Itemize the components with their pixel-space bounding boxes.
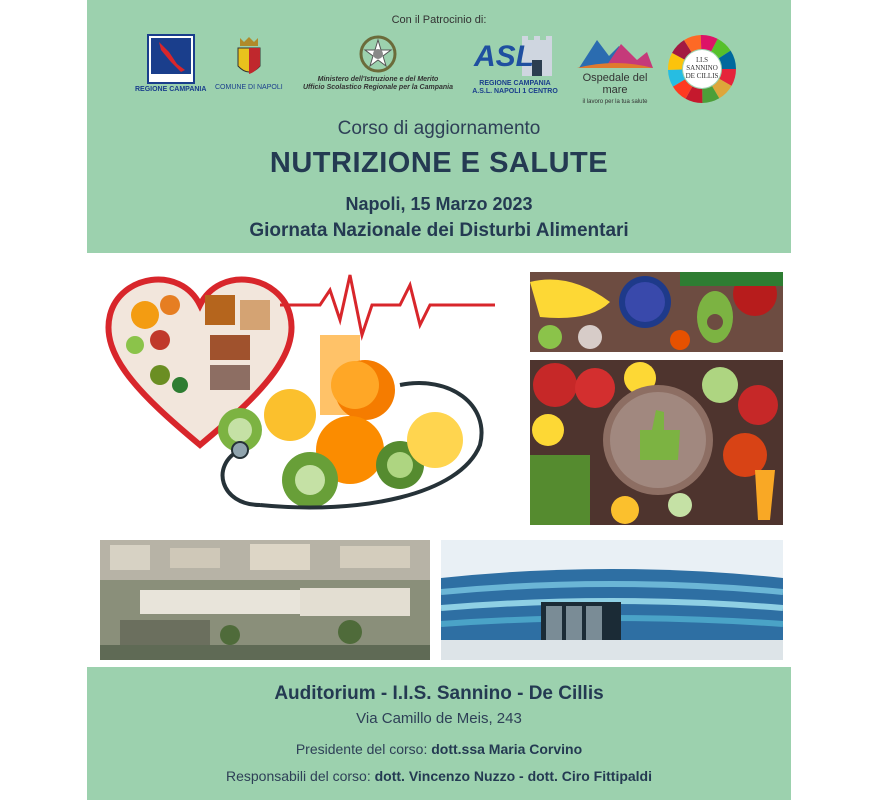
comune-napoli-logo [215, 34, 283, 92]
president-name: dott.ssa Maria Corvino [431, 741, 583, 757]
heart-food-illustration [100, 265, 510, 525]
event-date: Napoli, 15 Marzo 2023 [345, 194, 533, 214]
patrocinio-label: Con il Patrocinio di: [391, 14, 487, 26]
ospedale-del-mare-logo [570, 34, 660, 106]
regione-campania-caption: REGIONE CAMPANIA [135, 86, 207, 93]
ospedale-subcaption: il lavoro per la tua salute [582, 99, 648, 105]
ministero-logo [293, 34, 463, 92]
asl-mark [472, 34, 558, 78]
heart-food-photo [100, 265, 510, 525]
venue-address: Via Camillo de Meis, 243 [356, 710, 522, 727]
thumbs-up-veggies-photo [530, 360, 783, 525]
fruits-bowls-illustration [530, 272, 783, 352]
responsabili-names: dott. Vincenzo Nuzzo - dott. Ciro Fittipaldi [374, 768, 652, 784]
asl-text: ASL [474, 40, 534, 73]
asl-logo [472, 34, 558, 96]
sponsor-logos [87, 34, 791, 104]
event-day-name: Giornata Nazionale dei Disturbi Alimentari [249, 220, 629, 241]
course-responsabili [0, 768, 878, 784]
thumbs-up-veggies-illustration [530, 360, 783, 525]
repubblica-emblem [358, 34, 398, 74]
iis-wheel [667, 34, 737, 104]
asl-caption: REGIONE CAMPANIA A.S.L. NAPOLI 1 CENTRO [472, 80, 558, 95]
ospedale-mountains-icon [575, 34, 655, 70]
auditorium-building-illustration [441, 540, 783, 660]
venue-name: Auditorium - I.I.S. Sannino - De Cillis [274, 683, 604, 704]
responsabili-label: Responsabili del corso: [225, 768, 375, 784]
ospedale-caption: Ospedale del mare [582, 72, 648, 96]
auditorium-building-photo [441, 540, 783, 660]
comune-napoli-crest [232, 34, 266, 82]
regione-campania-emblem [147, 34, 195, 84]
course-title: NUTRIZIONE E SALUTE [269, 147, 609, 179]
comune-napoli-caption: COMUNE DI NAPOLI [215, 84, 283, 91]
school-aerial-illustration [100, 540, 430, 660]
ministero-caption: Ministero dell'Istruzione e del Merito Ufficio Scolastico Regionale per la Campania [302, 76, 454, 91]
header-panel [87, 0, 791, 253]
fruits-bowls-photo [530, 272, 783, 352]
course-president [0, 741, 878, 757]
regione-campania-logo [135, 34, 206, 94]
president-label: Presidente del corso: [295, 741, 432, 757]
iis-caption: I.I.S SANNINO DE CILLIS [685, 56, 719, 80]
iis-sannino-logo [667, 34, 737, 104]
course-label: Corso di aggiornamento [337, 118, 541, 139]
school-aerial-photo [100, 540, 430, 660]
